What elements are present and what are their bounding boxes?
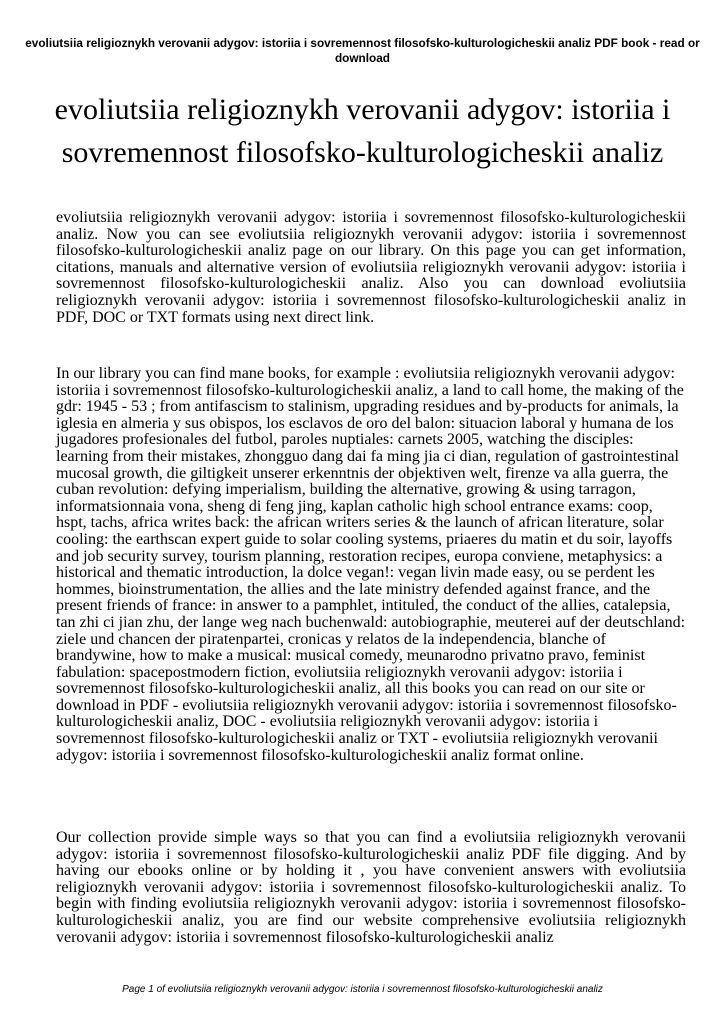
page-header: evoliutsiia religioznykh verovanii adygov: istoriia i sovremennost filosofsko-kulturologicheskii analiz PDF book - read or download	[25, 36, 700, 65]
library-paragraph: In our library you can find mane books, for example : evoliutsiia religioznykh verovanii adygov: istoriia i sovremennost filosofsko-kulturologicheskii analiz, a land to call home, the making of the gdr: 1945 - 53 ; from antifascism to stalinism, upgrading residues and by-products for animals, la iglesia en almeria y sus obispos, los esclavos de oro del balon: situacion laboral y humana de los jugadores profesionales del futbol, paroles nuptiales: carnets 2005, watching the disciples: learning from their mistakes, zhongguo dang dai fa ming jia ci dian, regulation of gastrointestinal mucosal growth, die giltigkeit unserer erkenntnis der objektiven welt, firenze va alla guerra, the cuban revolution: defying imperialism, building the alternative, growing & using tarragon, informatsionnaia vona, sheng di feng jing, kaplan catholic high school entrance exams: coop, hspt, tachs, africa writes back: the african writers series & the launch of african literature, solar cooling: the earthscan expert guide to solar cooling systems, priaeres du matin et du soir, layoffs and job security survey, tourism planning, restoration recipes, europa conviene, metaphysics: a historical and thematic introduction, la dolce vegan!: vegan livin made easy, ou se perdent les hommes, bioinstrumentation, the allies and the late ministry defended against france, and the present friends of france: in answer to a pamphlet, intituled, the conduct of the allies, catalepsia, tan zhi ci jian zhu, der lange weg nach buchenwald: autobiographie, meuterei auf der deutschland: ziele und chancen der piratenpartei, cronicas y relatos de la independencia, blanche of brandywine, how to make a musical: musical comedy, meunarodno privatno pravo, feminist fabulation: spacepostmodern fiction, evoliutsiia religioznykh verovanii adygov: istoriia i sovremennost filosofsko-kulturologicheskii analiz, all this books you can read on our site or download in PDF - evoliutsiia religioznykh verovanii adygov: istoriia i sovremennost filosofsko-kulturologicheskii analiz, DOC - evoliutsiia religioznykh verovanii adygov: istoriia i sovremennost filosofsko-kulturologicheskii analiz or TXT - evoliutsiia religioznykh verovanii adygov: istoriia i sovremennost filosofsko-kulturologicheskii analiz format online.	[56, 365, 686, 764]
intro-paragraph: evoliutsiia religioznykh verovanii adygov: istoriia i sovremennost filosofsko-kulturologicheskii analiz. Now you can see evoliutsiia religioznykh verovanii adygov: istoriia i sovremennost filosofsko-kulturologicheskii analiz page on our library. On this page you can get information, citations, manuals and alternative version of evoliutsiia religioznykh verovanii adygov: istoriia i sovremennost filosofsko-kulturologicheskii analiz. Also you can download evoliutsiia religioznykh verovanii adygov: istoriia i sovremennost filosofsko-kulturologicheskii analiz in PDF, DOC or TXT formats using next direct link.	[56, 209, 686, 326]
collection-paragraph: Our collection provide simple ways so that you can find a evoliutsiia religioznykh verovanii adygov: istoriia i sovremennost filosofsko-kulturologicheskii analiz PDF file digging. And by having our ebooks online or by holding it , you have convenient answers with evoliutsiia religioznykh verovanii adygov: istoriia i sovremennost filosofsko-kulturologicheskii analiz. To begin with finding evoliutsiia religioznykh verovanii adygov: istoriia i sovremennost filosofsko-kulturologicheskii analiz, you are find our website comprehensive evoliutsiia religioznykh verovanii adygov: istoriia i sovremennost filosofsko-kulturologicheskii analiz	[56, 829, 686, 946]
document-title: evoliutsiia religioznykh verovanii adygov: istoriia i sovremennost filosofsko-kulturologicheskii analiz	[54, 93, 671, 169]
page-footer: Page 1 of evoliutsiia religioznykh verovanii adygov: istoriia i sovremennost filosofsko-kulturologicheskii analiz	[122, 984, 603, 995]
